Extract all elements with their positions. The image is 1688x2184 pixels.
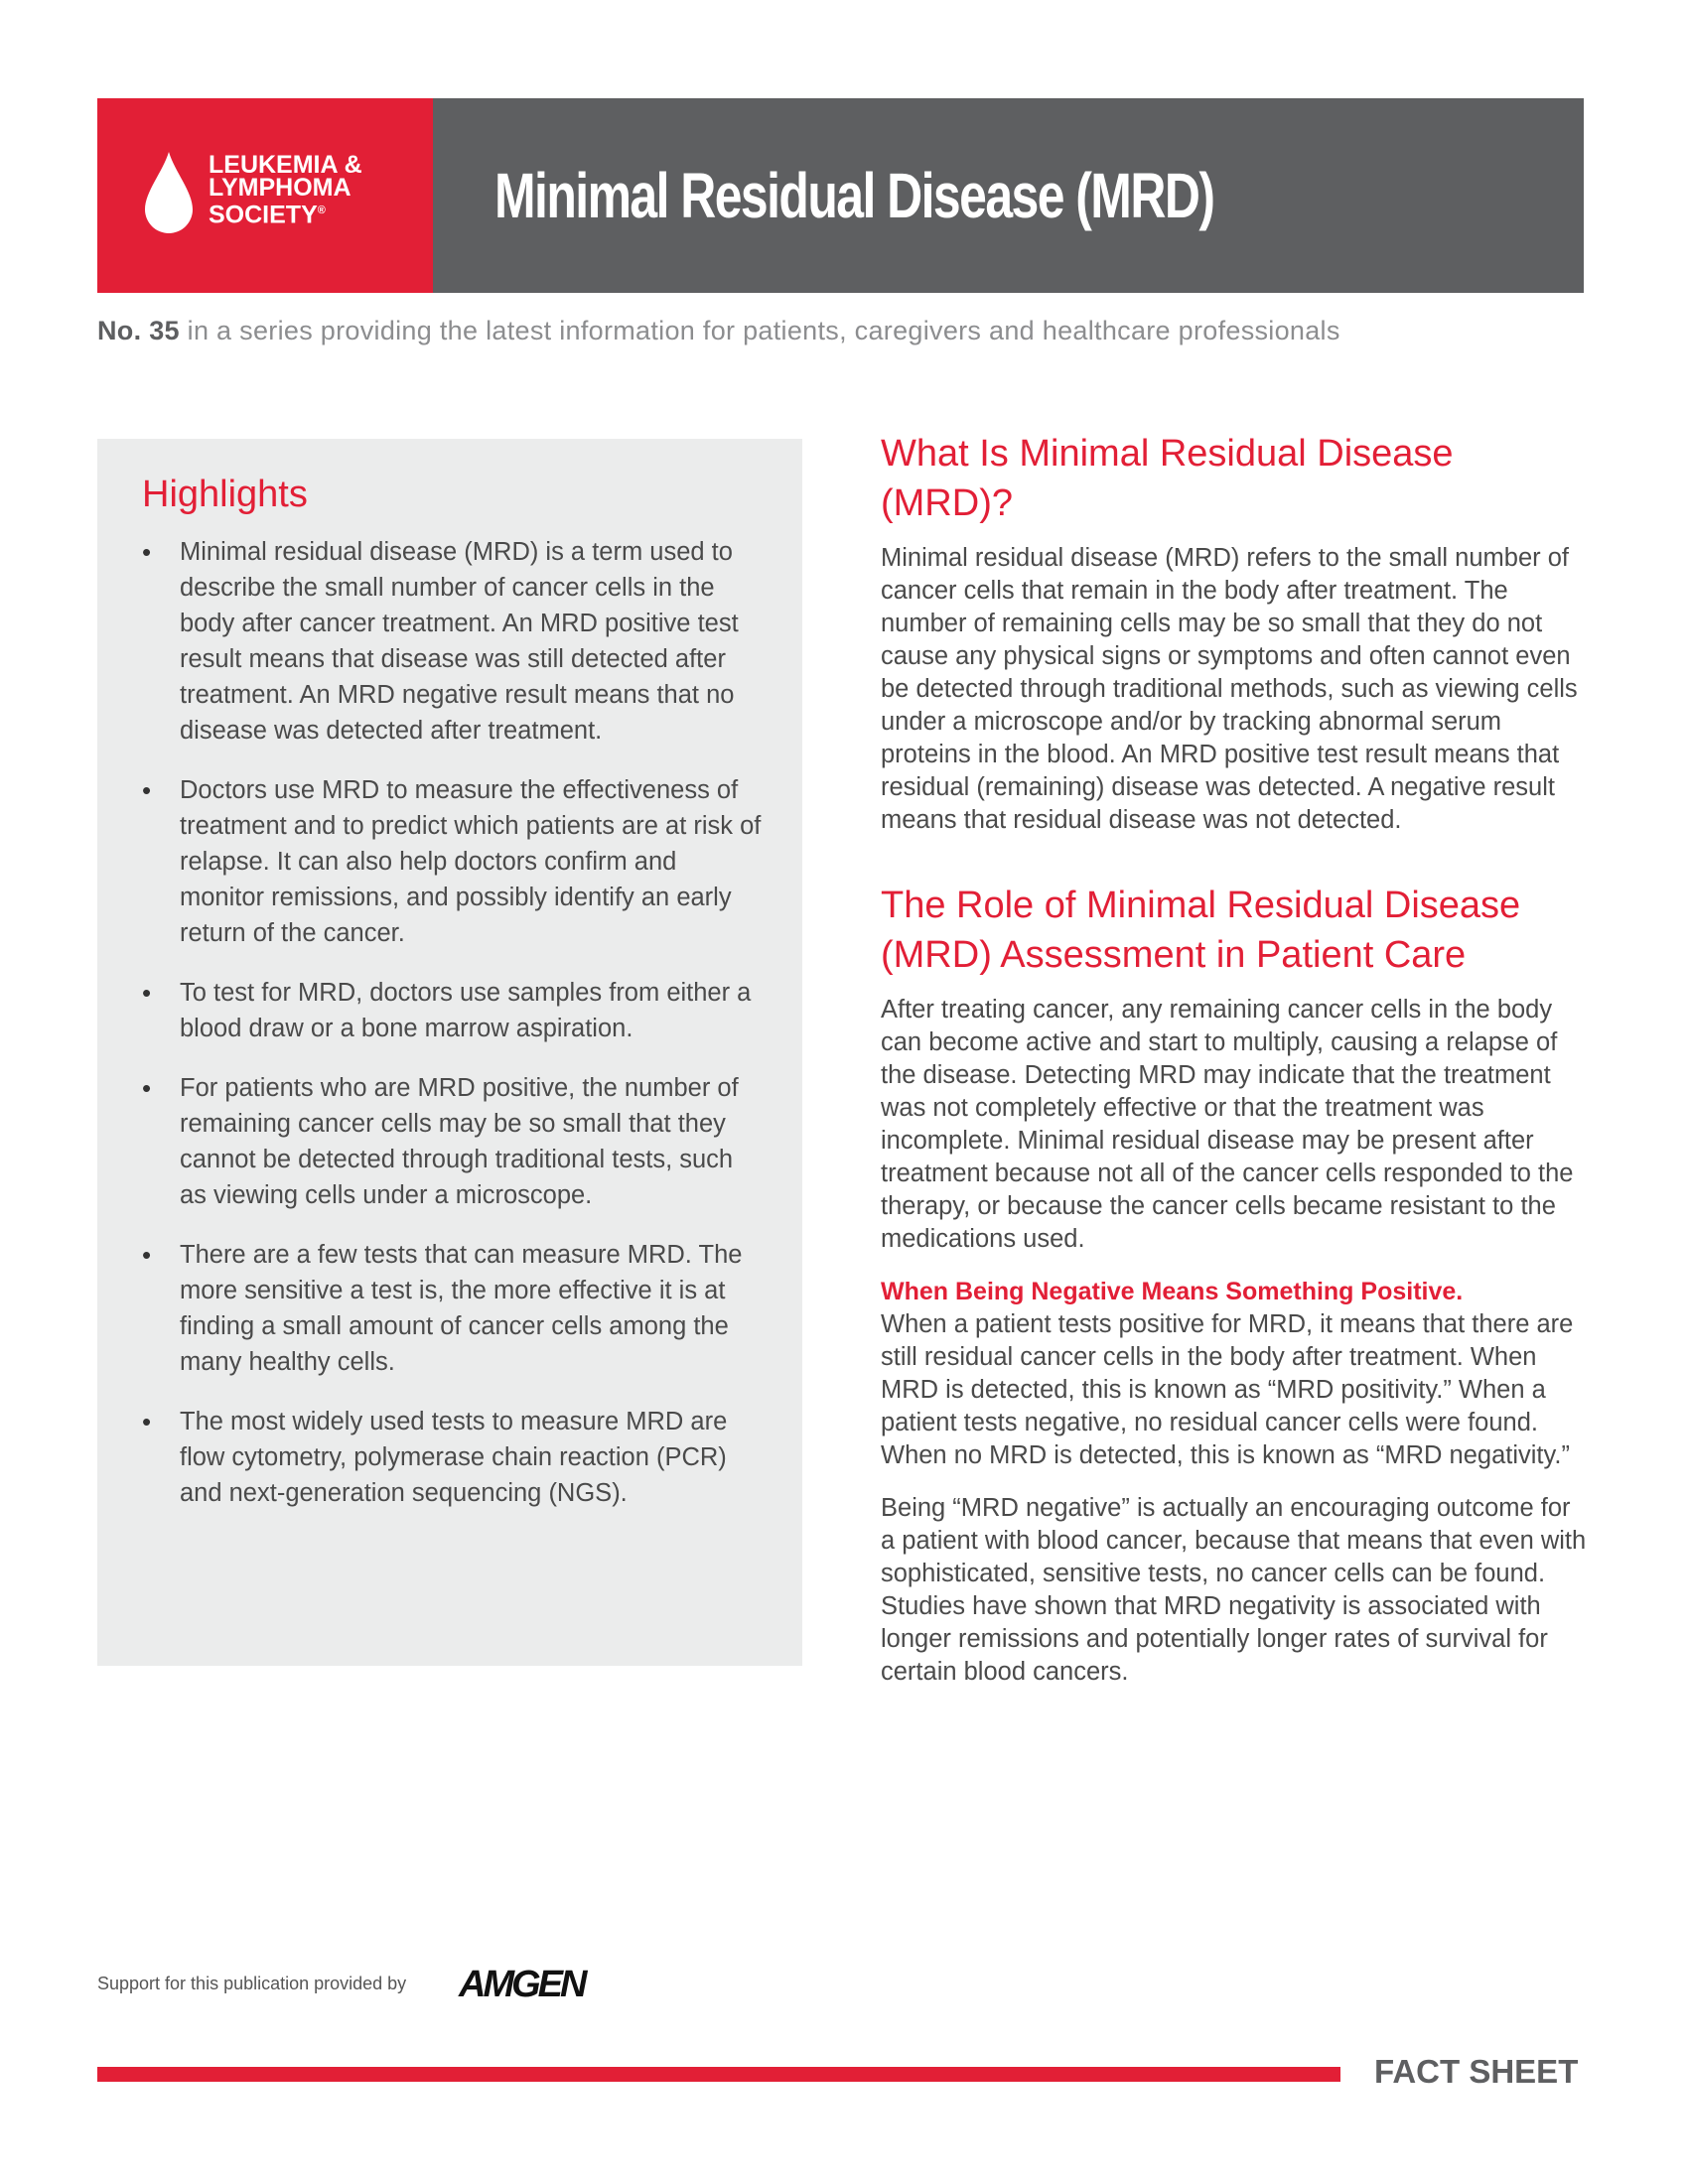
series-number: No. 35 bbox=[97, 316, 180, 345]
footer-divider bbox=[97, 2067, 1340, 2082]
support-credit: Support for this publication provided by bbox=[97, 1974, 407, 1993]
title-panel bbox=[433, 98, 1584, 293]
highlight-item: • For patients who are MRD positive, the number of remaining cancer cells may be so small that they cannot be detected through traditional tests, such as viewing cells under a microscope. bbox=[142, 1070, 763, 1213]
series-line bbox=[97, 316, 1340, 346]
logo-line-1: LEUKEMIA & bbox=[209, 151, 362, 179]
highlight-item: • Doctors use MRD to measure the effectiveness of treatment and to predict which patients are at risk of relapse. It can also help doctors confirm and monitor remissions, and possibly identify an early return of the cancer. bbox=[142, 772, 763, 951]
highlights-box bbox=[97, 439, 802, 1666]
logo-line-3: SOCIETY bbox=[209, 201, 318, 229]
subsection-body-negative-positive: When a patient tests positive for MRD, it means that there are still residual cancer cells in the body after treatment. When MRD is detected, this is known as “MRD positivity.” When a patient tests negative, no residual cancer cells were found. When no MRD is detected, this is known as “MRD negativity.” bbox=[881, 1310, 1574, 1469]
blood-drop-icon bbox=[145, 152, 193, 233]
lls-logo bbox=[97, 98, 433, 293]
section-body-what-is-mrd: Minimal residual disease (MRD) refers to the small number of cancer cells that remain in the body after treatment. The number of remaining cells may be so small that they do not cause any physical signs or symptoms and often cannot even be detected through traditional methods, such as viewing cells under a microscope and/or by tracking abnormal serum proteins in the blood. An MRD positive test result means that residual (remaining) disease was detected. A negative result means that residual disease was not detected. bbox=[881, 544, 1578, 834]
series-description: in a series providing the latest information for patients, caregivers and healthcare professionals bbox=[187, 316, 1340, 345]
page-title: Minimal Residual Disease (MRD) bbox=[494, 160, 1214, 231]
amgen-logo: AMGEN bbox=[459, 1964, 585, 2005]
section-heading-role-of-mrd: The Role of Minimal Residual Disease (MRD) Assessment in Patient Care bbox=[881, 885, 1521, 976]
highlight-item: • There are a few tests that can measure MRD. The more sensitive a test is, the more effective it is at finding a small amount of cancer cells among the many healthy cells. bbox=[142, 1237, 763, 1380]
highlight-item: • To test for MRD, doctors use samples from either a blood draw or a bone marrow aspiration. bbox=[142, 975, 763, 1046]
highlights-heading: Highlights bbox=[142, 474, 308, 515]
registered-mark: ® bbox=[317, 205, 326, 216]
header-banner bbox=[97, 98, 1584, 293]
main-content bbox=[881, 429, 1591, 1708]
logo-wordmark bbox=[209, 151, 362, 229]
highlight-item: • The most widely used tests to measure MRD are flow cytometry, polymerase chain reaction (PCR) and next-generation sequencing (NGS). bbox=[142, 1404, 763, 1511]
highlight-item: • Minimal residual disease (MRD) is a term used to describe the small number of cancer cells in the body after cancer treatment. An MRD positive test result means that disease was still detected after treatment. An MRD negative result means that no disease was detected after treatment. bbox=[142, 534, 763, 749]
closing-paragraph: Being “MRD negative” is actually an encouraging outcome for a patient with blood cancer, because that means that even with sophisticated, sensitive tests, no cancer cells can be found. Studies have shown that MRD negativity is associated with longer remissions and potentially longer rates of survival for certain blood cancers. bbox=[881, 1494, 1587, 1686]
fact-sheet-label: FACT SHEET bbox=[1374, 2053, 1579, 2090]
section-body-role-of-mrd: After treating cancer, any remaining cancer cells in the body can become active and start to multiply, causing a relapse of the disease. Detecting MRD may indicate that the treatment was not completely effective or that the treatment was incomplete. Minimal residual disease may be present after treatment because not all of the cancer cells responded to the therapy, or because the cancer cells became resistant to the medications used. bbox=[881, 996, 1574, 1253]
section-heading-what-is-mrd: What Is Minimal Residual Disease (MRD)? bbox=[881, 433, 1454, 524]
highlights-list bbox=[142, 534, 763, 1511]
subheading-negative-positive: When Being Negative Means Something Positive. bbox=[881, 1278, 1464, 1305]
logo-line-2: LYMPHOMA bbox=[209, 174, 352, 202]
